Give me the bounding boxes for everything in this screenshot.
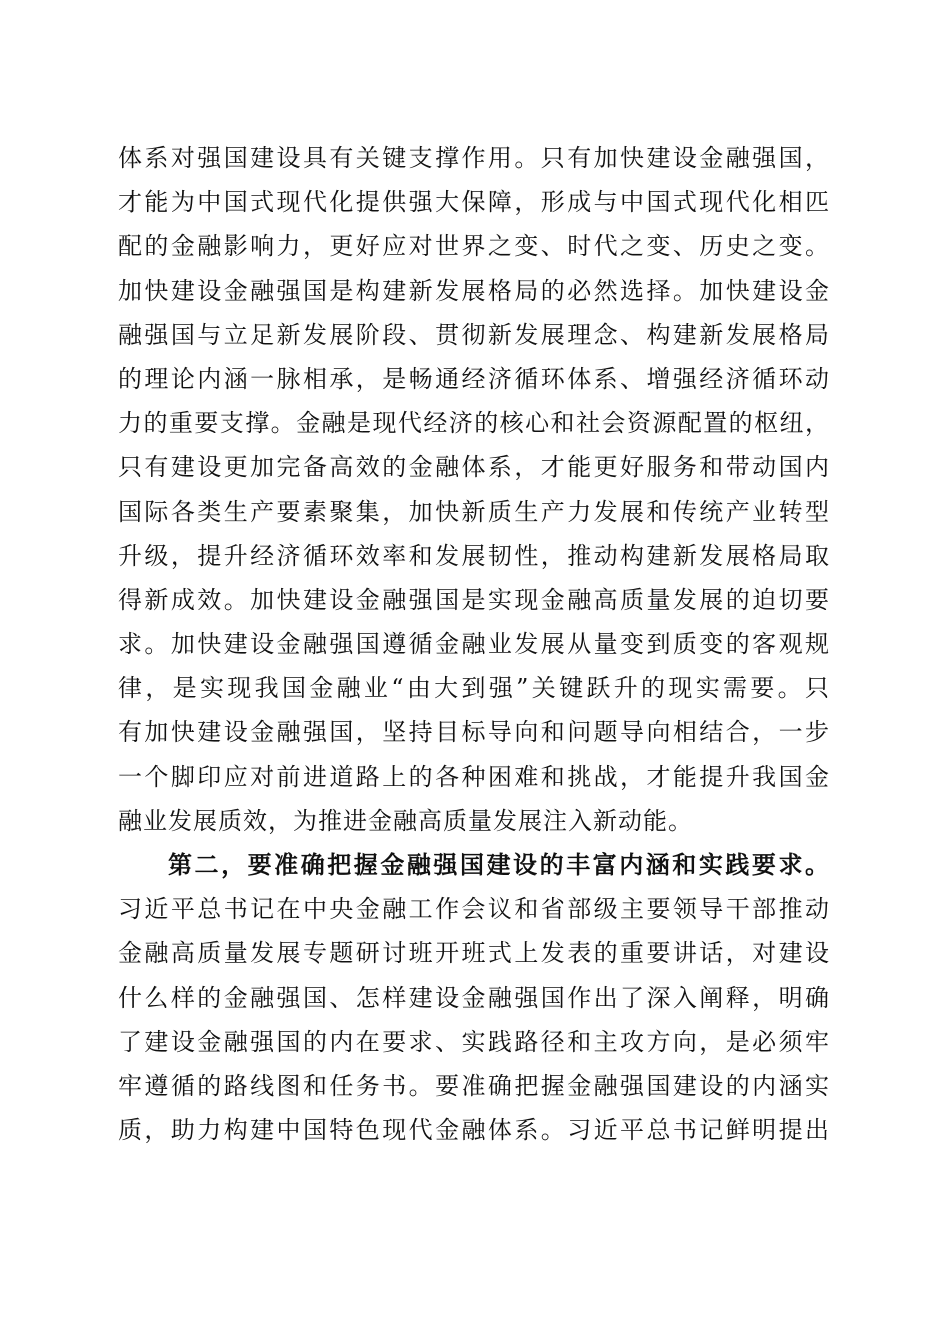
text-line-21: 了建设金融强国的内在要求、实践路径和主攻方向，是必须牢 xyxy=(118,1027,830,1056)
text-line-6: 的理论内涵一脉相承，是畅通经济循环体系、增强经济循环动 xyxy=(118,364,830,393)
text-line-5: 融强国与立足新发展阶段、贯彻新发展理念、构建新发展格局 xyxy=(118,320,830,349)
text-line-4: 加快建设金融强国是构建新发展格局的必然选择。加快建设金 xyxy=(118,276,830,305)
text-line-22: 牢遵循的路线图和任务书。要准确把握金融强国建设的内涵实 xyxy=(118,1071,830,1100)
section-heading: 第二，要准确把握金融强国建设的丰富内涵和实践要求。 xyxy=(168,850,830,879)
text-line-23: 质，助力构建中国特色现代金融体系。习近平总书记鲜明提出 xyxy=(118,1116,830,1145)
text-line-9: 国际各类生产要素聚集，加快新质生产力发展和传统产业转型 xyxy=(118,497,830,526)
text-line-16: 融业发展质效，为推进金融高质量发展注入新动能。 xyxy=(118,806,693,835)
text-line-11: 得新成效。加快建设金融强国是实现金融高质量发展的迫切要 xyxy=(118,585,830,614)
text-line-8: 只有建设更加完备高效的金融体系，才能更好服务和带动国内 xyxy=(118,453,830,482)
text-line-1: 体系对强国建设具有关键支撑作用。只有加快建设金融强国， xyxy=(118,144,830,172)
text-line-2: 才能为中国式现代化提供强大保障，形成与中国式现代化相匹 xyxy=(118,188,830,217)
text-line-15: 一个脚印应对前进道路上的各种困难和挑战，才能提升我国金 xyxy=(118,762,830,791)
text-line-20: 什么样的金融强国、怎样建设金融强国作出了深入阐释，明确 xyxy=(118,983,830,1012)
text-line-10: 升级，提升经济循环效率和发展韧性，推动构建新发展格局取 xyxy=(118,541,830,570)
body-text xyxy=(118,136,830,1152)
text-line-14: 有加快建设金融强国，坚持目标导向和问题导向相结合，一步 xyxy=(118,718,830,747)
text-line-18: 习近平总书记在中央金融工作会议和省部级主要领导干部推动 xyxy=(118,895,830,924)
text-line-7: 力的重要支撑。金融是现代经济的核心和社会资源配置的枢纽， xyxy=(118,409,830,438)
text-line-13: 律，是实现我国金融业“由大到强”关键跃升的现实需要。只 xyxy=(118,674,830,703)
text-line-19: 金融高质量发展专题研讨班开班式上发表的重要讲话，对建设 xyxy=(118,939,830,968)
text-line-3: 配的金融影响力，更好应对世界之变、时代之变、历史之变。 xyxy=(118,232,830,261)
text-line-12: 求。加快建设金融强国遵循金融业发展从量变到质变的客观规 xyxy=(118,630,830,659)
